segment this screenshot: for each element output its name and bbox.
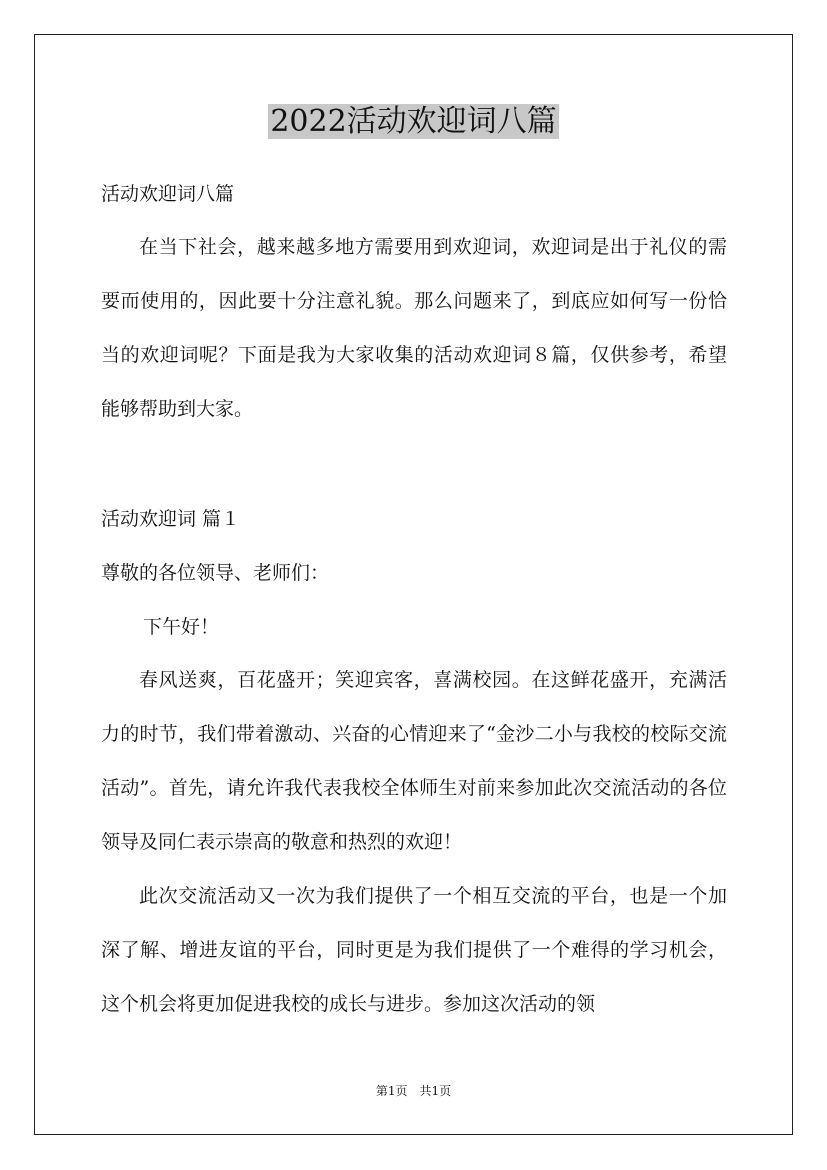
page-footer: 第1页 共1页	[375, 1084, 452, 1098]
document-subtitle: 活动欢迎词八篇	[101, 183, 235, 205]
body-paragraph-2: 此次交流活动又一次为我们提供了一个相互交流的平台，也是一个加深了解、增进友谊的平台，同时更是为我们提供了一个难得的学习机会，这个机会将更加促进我校的成长与进步。参加这次活动的领	[101, 885, 727, 1015]
body-paragraph-1: 春风送爽，百花盛开；笑迎宾客，喜满校园。在这鲜花盛开，充满活力的时节，我们带着激动、兴奋的心情迎来了“金沙二小与我校的校际交流活动”。首先，请允许我代表我校全体师生对前来参加此次交流活动的各位领导及同仁表示崇高的敬意和热烈的欢迎！	[101, 669, 727, 853]
document-title: 2022活动欢迎词八篇	[270, 104, 557, 139]
salutation: 尊敬的各位领导、老师们：	[101, 562, 330, 584]
section-heading: 活动欢迎词 篇１	[101, 508, 241, 530]
intro-paragraph: 在当下社会，越来越多地方需要用到欢迎词，欢迎词是出于礼仪的需要而使用的，因此要十分注意礼貌。那么问题来了，到底应如何写一份恰当的欢迎词呢？下面是我为大家收集的活动欢迎词８篇，仅供参考，希望能够帮助到大家。	[101, 236, 727, 420]
greeting: 下午好！	[143, 616, 220, 638]
